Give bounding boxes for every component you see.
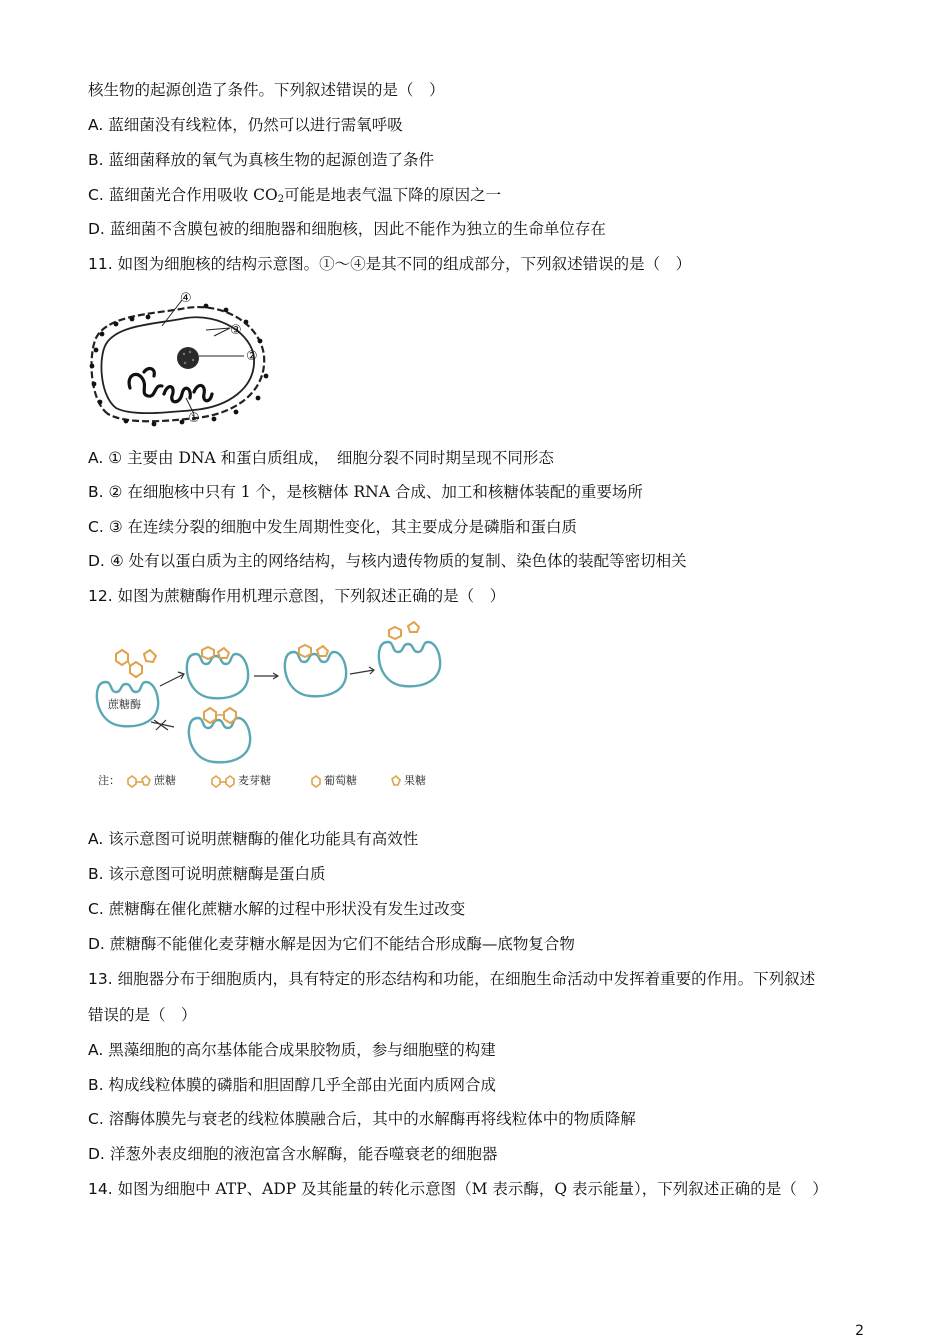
glucose-hexagon — [224, 708, 236, 723]
enzyme-products-complex — [285, 652, 346, 696]
page-number: 2 — [855, 1323, 864, 1339]
q13-option-a — [88, 1040, 496, 1060]
glucose-hexagon — [116, 650, 128, 665]
option-text: 可能是地表气温下降的原因之一 — [284, 186, 502, 204]
option-letter: C. — [88, 900, 104, 918]
q13-option-b — [88, 1075, 496, 1095]
legend-sucrose: 蔗糖 — [154, 774, 176, 787]
q10-option-a — [88, 115, 403, 135]
q10-option-b — [88, 150, 434, 170]
legend-glucose: 葡萄糖 — [324, 774, 357, 787]
glucose-hexagon — [299, 645, 311, 657]
option-text: 蔗糖酶在催化蔗糖水解的过程中形状没有发生过改变 — [108, 900, 466, 918]
nucleolus — [177, 347, 199, 369]
option-text: 蔗糖酶不能催化麦芽糖水解是因为它们不能结合形成酶—底物复合物 — [109, 935, 575, 953]
q11-option-b — [88, 482, 643, 502]
option-text: 蓝细菌不含膜包被的细胞器和细胞核，因此不能作为独立的生命单位存在 — [109, 220, 606, 238]
option-text: ④ 处有以蛋白质为主的网络结构，与核内遗传物质的复制、染色体的装配等密切相关 — [109, 552, 687, 570]
fructose-pentagon — [317, 646, 328, 656]
question-number: 13. — [88, 970, 113, 988]
q10-stem-tail: 核生物的起源创造了条件。下列叙述错误的是（ ） — [88, 81, 445, 99]
arrows — [151, 667, 374, 730]
q13-option-c — [88, 1109, 636, 1129]
legend-fructose: 果糖 — [404, 774, 426, 787]
option-letter: A. — [88, 449, 104, 467]
question-text: 如图为细胞核的结构示意图。①～④是其不同的组成部分，下列叙述错误的是（ ） — [117, 255, 692, 273]
enzyme-with-maltose — [189, 718, 250, 762]
q13-stem-line1 — [88, 969, 815, 989]
question-text: 细胞器分布于细胞质内，具有特定的形态结构和功能，在细胞生命活动中发挥着重要的作用。下列叙述 — [117, 970, 816, 988]
option-text: 蓝细菌没有线粒体，仍然可以进行需氧呼吸 — [108, 116, 403, 134]
q12-option-a — [88, 829, 418, 849]
option-letter: A. — [88, 1041, 104, 1059]
enzyme-substrate-complex — [187, 654, 248, 698]
option-letter: C. — [88, 1110, 104, 1128]
option-text: 蓝细菌释放的氧气为真核生物的起源创造了条件 — [108, 151, 435, 169]
option-text: 蓝细菌光合作用吸收 CO — [108, 186, 278, 204]
option-text: 溶酶体膜先与衰老的线粒体膜融合后，其中的水解酶再将线粒体中的物质降解 — [108, 1110, 636, 1128]
legend — [98, 773, 426, 787]
option-letter: D. — [88, 935, 105, 953]
option-letter: B. — [88, 1076, 104, 1094]
q11-option-c — [88, 517, 577, 537]
chromatin — [129, 369, 212, 402]
sucrase-mechanism-figure — [88, 616, 453, 798]
enzyme-label: 蔗糖酶 — [108, 698, 141, 711]
label-4: ④ — [180, 291, 192, 306]
option-text: ③ 在连续分裂的细胞中发生周期性变化，其主要成分是磷脂和蛋白质 — [108, 518, 578, 536]
fructose-pentagon — [144, 650, 156, 662]
q11-option-a — [88, 448, 554, 468]
q11-stem — [88, 254, 691, 274]
label-2: ② — [246, 349, 258, 364]
free-enzyme — [379, 642, 440, 686]
option-letter: B. — [88, 483, 104, 501]
option-text: 构成线粒体膜的磷脂和胆固醇几乎全部由光面内质网合成 — [108, 1076, 497, 1094]
option-letter: C. — [88, 186, 104, 204]
fructose-pentagon — [408, 622, 419, 632]
option-letter: B. — [88, 865, 104, 883]
q12-option-d — [88, 934, 575, 954]
question-number: 12. — [88, 587, 113, 605]
question-text: 如图为蔗糖酶作用机理示意图，下列叙述正确的是（ ） — [117, 587, 506, 605]
question-text: 如图为细胞中 ATP、ADP 及其能量的转化示意图（M 表示酶，Q 表示能量），下列叙述正确的是（ ） — [117, 1180, 828, 1198]
option-letter: A. — [88, 116, 104, 134]
label-1: ① — [188, 411, 200, 426]
nucleus-structure-figure — [86, 286, 276, 428]
q10-option-c — [88, 185, 501, 210]
option-letter: D. — [88, 1145, 105, 1163]
fructose-pentagon — [218, 648, 229, 658]
legend-prefix: 注： — [98, 774, 120, 787]
glucose-hexagon — [389, 627, 401, 639]
option-letter: D. — [88, 220, 105, 238]
q14-stem — [88, 1179, 828, 1199]
option-text: 洋葱外表皮细胞的液泡富含水解酶，能吞噬衰老的细胞器 — [109, 1145, 498, 1163]
q12-stem — [88, 586, 505, 606]
option-letter: B. — [88, 151, 104, 169]
option-letter: C. — [88, 518, 104, 536]
option-text: 该示意图可说明蔗糖酶是蛋白质 — [108, 865, 326, 883]
subscript: 2 — [277, 194, 285, 205]
q12-option-b — [88, 864, 326, 884]
q13-stem-line2: 错误的是（ ） — [88, 1006, 197, 1024]
option-text: 该示意图可说明蔗糖酶的催化功能具有高效性 — [108, 830, 419, 848]
glucose-hexagon — [130, 662, 142, 677]
sugar-molecules — [116, 622, 419, 723]
q12-option-c — [88, 899, 465, 919]
label-3: ③ — [230, 323, 242, 338]
option-text: ① 主要由 DNA 和蛋白质组成， 细胞分裂不同时期呈现不同形态 — [108, 449, 554, 467]
enzyme-shapes — [97, 642, 440, 762]
option-letter: A. — [88, 830, 104, 848]
glucose-hexagon — [202, 647, 214, 659]
glucose-hexagon — [204, 708, 216, 723]
option-text: 黑藻细胞的高尔基体能合成果胶物质，参与细胞壁的构建 — [108, 1041, 496, 1059]
question-number: 14. — [88, 1180, 113, 1198]
q10-option-d — [88, 219, 606, 239]
q13-option-d — [88, 1144, 497, 1164]
option-text: ② 在细胞核中只有 1 个，是核糖体 RNA 合成、加工和核糖体装配的重要场所 — [108, 483, 643, 501]
question-number: 11. — [88, 255, 113, 273]
option-letter: D. — [88, 552, 105, 570]
legend-maltose: 麦芽糖 — [238, 774, 271, 787]
q11-option-d — [88, 551, 687, 571]
